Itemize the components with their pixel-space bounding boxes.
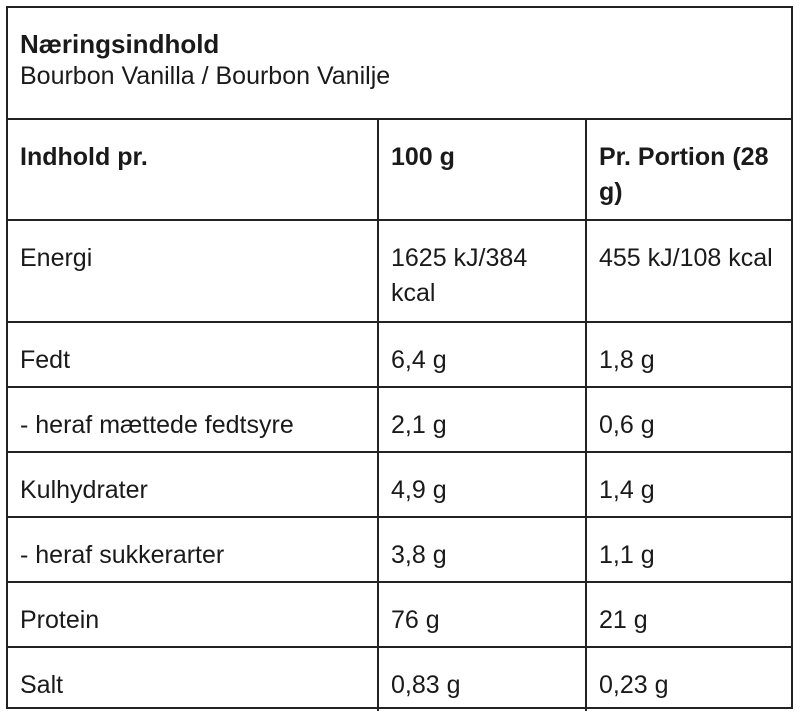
nutrition-title: Næringsindhold [20,29,220,59]
row-value-100g: 2,1 g [378,387,586,452]
table-header-row [8,120,791,220]
row-label: - heraf sukkerarter [8,517,378,582]
table-row-salt [8,647,791,711]
row-label: - heraf mættede fedtsyre [8,387,378,452]
row-value-100g: 6,4 g [378,322,586,387]
row-label: Protein [8,582,378,647]
row-value-100g: 3,8 g [378,517,586,582]
column-header-content: Indhold pr. [8,120,378,220]
table-row-protein [8,582,791,647]
product-subtitle: Bourbon Vanilla / Bourbon Vanilje [20,62,391,90]
column-header-100g: 100 g [378,120,586,220]
row-value-portion: 1,4 g [586,452,791,517]
column-header-portion: Pr. Portion (28 g) [586,120,791,220]
table-row-fedt [8,322,791,387]
row-value-portion: 455 kJ/108 kcal [586,220,791,322]
nutrition-table-container [6,6,793,709]
row-value-100g: 76 g [378,582,586,647]
row-label: Salt [8,647,378,711]
row-value-portion: 0,23 g [599,671,669,699]
row-value-portion: 1,1 g [586,517,791,582]
row-value-portion: 0,6 g [586,387,791,452]
row-value-100g: 0,83 g [378,647,586,711]
row-label: Fedt [8,322,378,387]
row-value-portion: 1,8 g [586,322,791,387]
row-label: Energi [8,220,378,322]
table-row-kulhydrater [8,452,791,517]
table-row-maettede-fedtsyre [8,387,791,452]
table-row-sukkerarter [8,517,791,582]
row-value-100g: 1625 kJ/384 kcal [378,220,586,322]
row-value-portion: 21 g [586,582,791,647]
table-row-energi [8,220,791,322]
row-label: Kulhydrater [8,452,378,517]
nutrition-table [8,120,791,711]
nutrition-header [8,8,791,120]
row-value-100g: 4,9 g [378,452,586,517]
